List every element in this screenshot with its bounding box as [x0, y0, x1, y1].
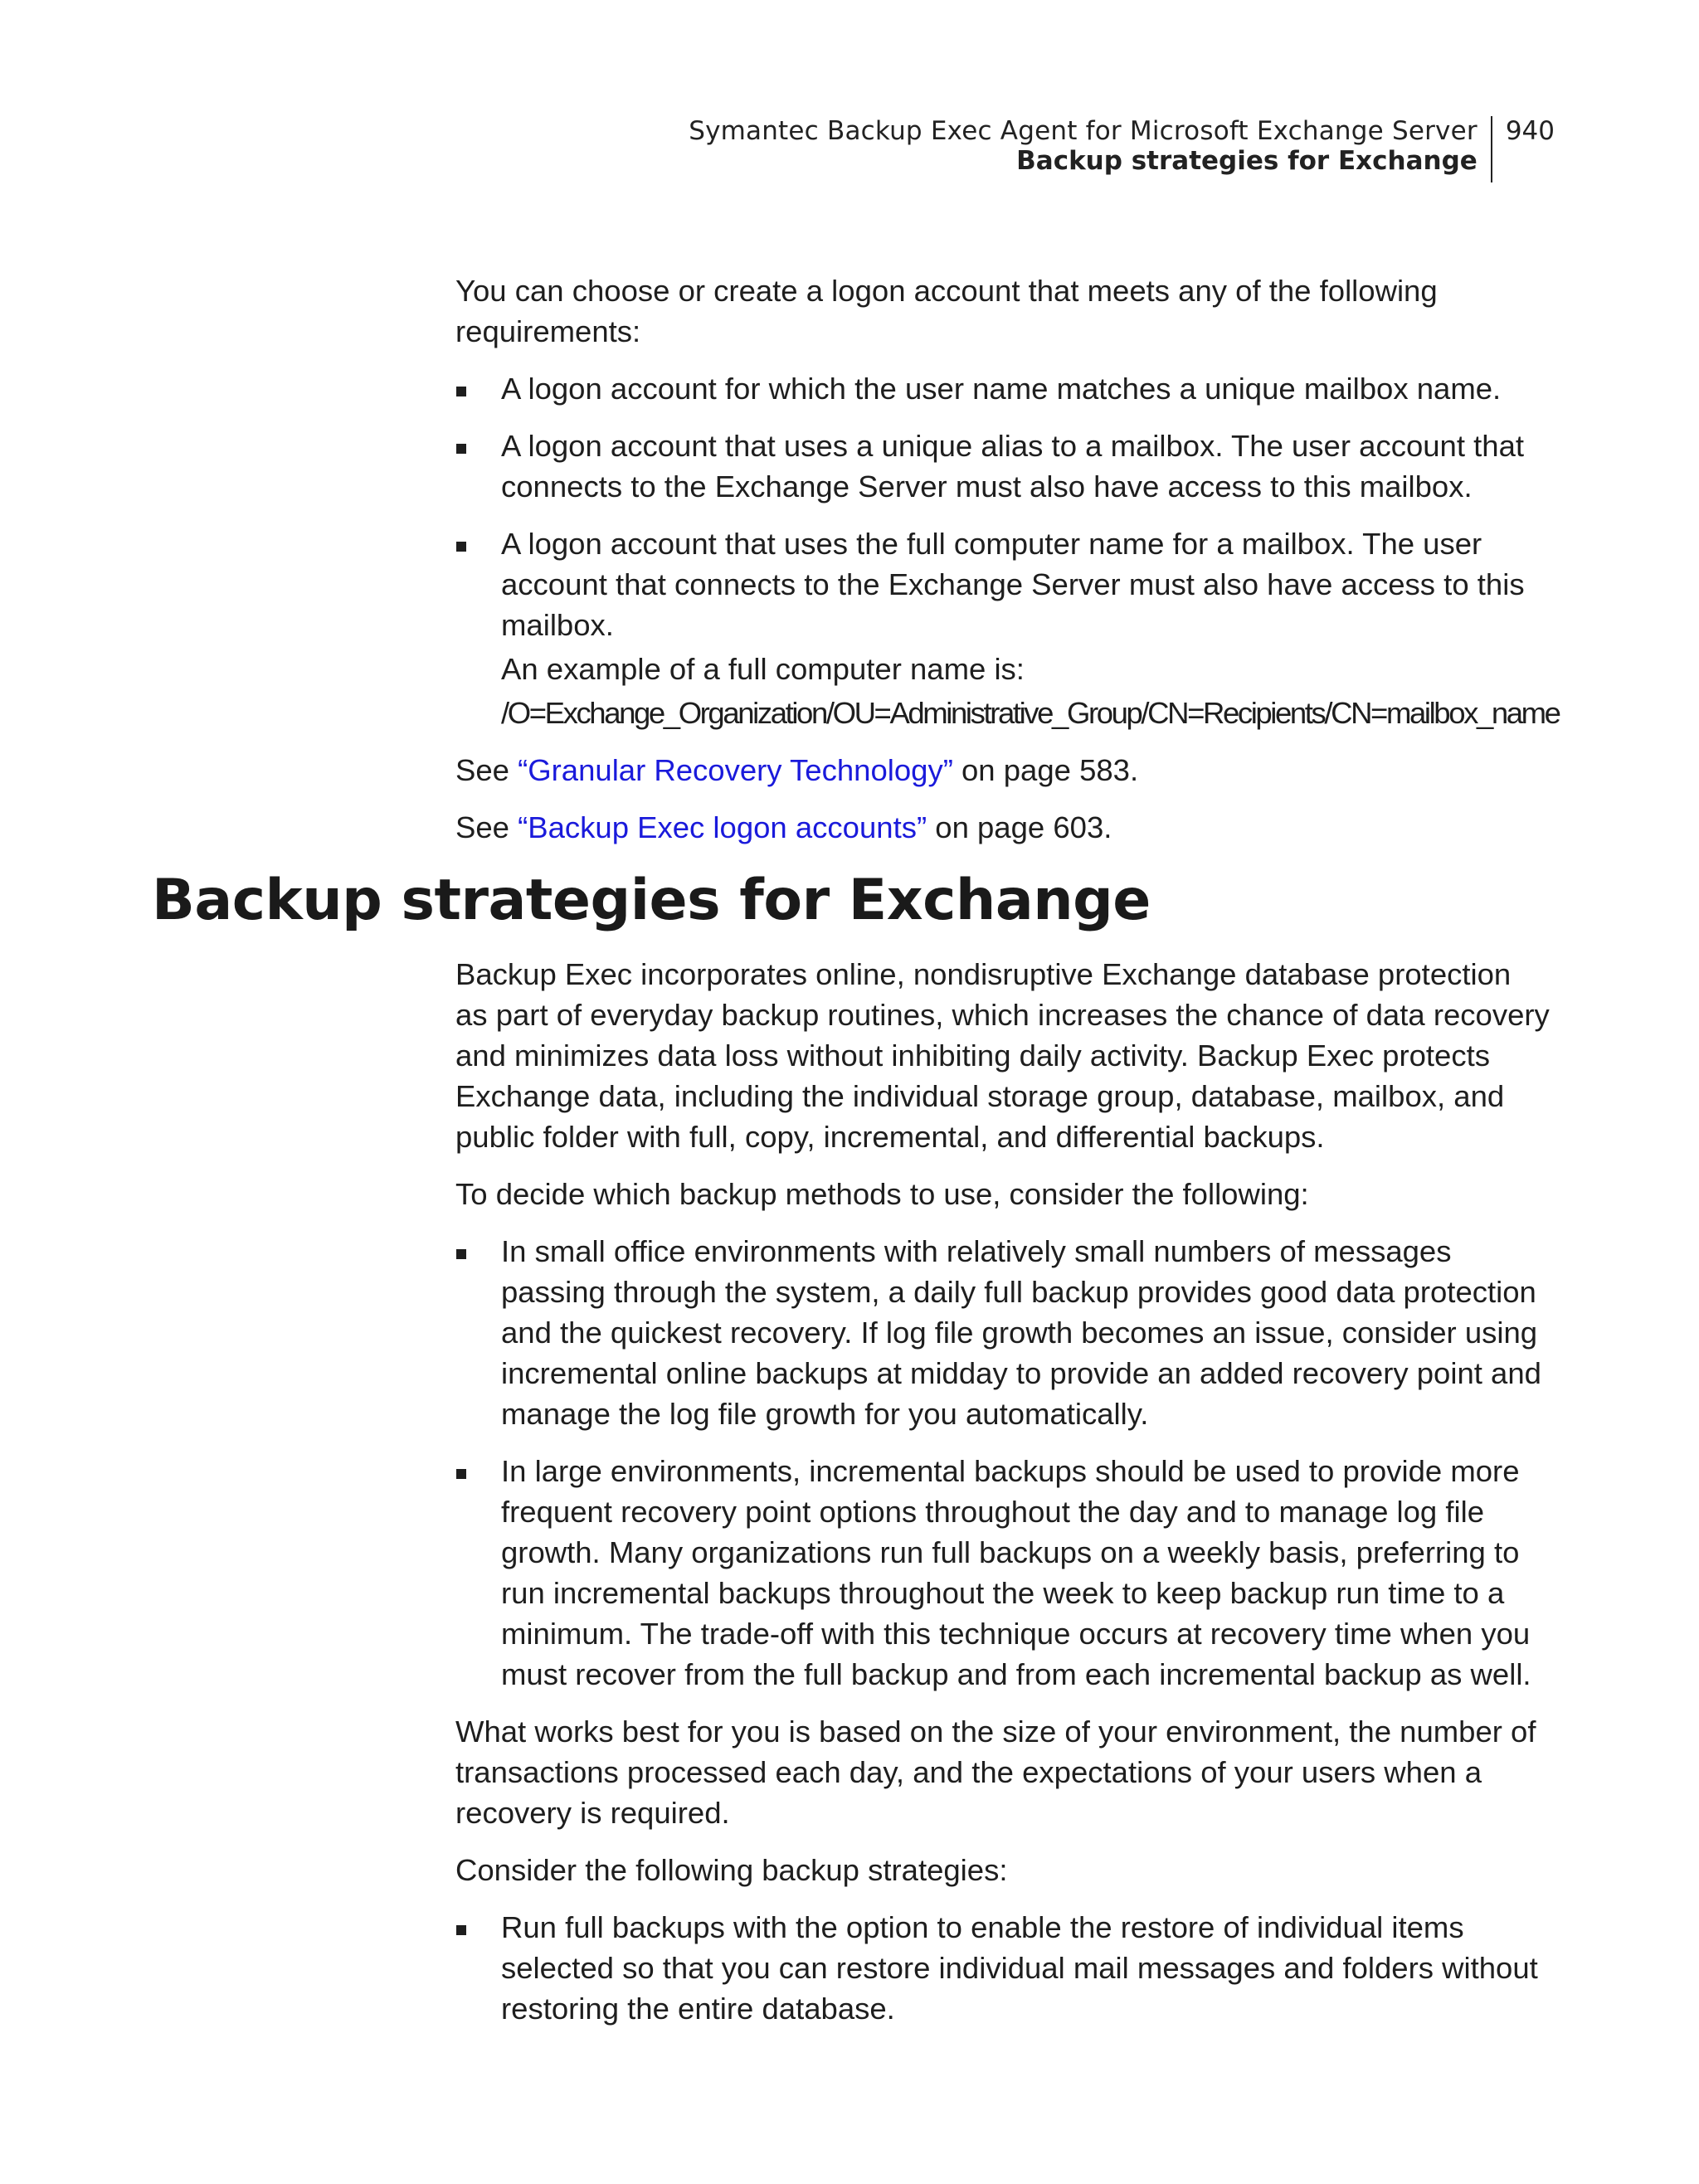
section-paragraph: Backup Exec incorporates online, nondisruptive Exchange database protection as part of everyday backup routines, which increases the chance of data recovery and minimizes data loss without inhibiting daily activity. Backup Exec protects Exchange data, including the individual storage group, database, mailbox, and public folder with full, copy, incremental, and differential backups.: [455, 957, 1550, 1154]
see-reference-prefix: See: [455, 753, 518, 787]
see-reference-prefix: See: [455, 810, 518, 844]
list-item-text: A logon account that uses the full computer name for a mailbox. The user account that connects to the Exchange Server must also have access to this mailbox.: [501, 527, 1525, 642]
list-item: [455, 426, 1551, 507]
header-section-title: Backup strategies for Exchange: [1016, 146, 1477, 176]
list-item: [455, 1907, 1551, 2029]
list-item: [455, 368, 1551, 409]
example-lead: An example of a full computer name is:: [501, 652, 1025, 686]
section-paragraph: Consider the following backup strategies:: [455, 1853, 1008, 1887]
section-paragraph: What works best for you is based on the size of your environment, the number of transactions processed each day, and the expectations of your users when a recovery is required.: [455, 1715, 1536, 1830]
page-header: [689, 116, 1555, 182]
section-heading: Backup strategies for Exchange: [152, 868, 1151, 933]
example-computer-name: /O=Exchange_Organization/OU=Administrative_Group/CN=Recipients/CN=mailbox_name: [501, 696, 1560, 730]
list-item: [455, 523, 1560, 733]
header-chapter-title: Symantec Backup Exec Agent for Microsoft Exchange Server: [689, 116, 1477, 146]
intro-block: [455, 270, 1560, 864]
list-item-text: A logon account that uses a unique alias to a mailbox. The user account that connects to the Exchange Server must also have access to this mailbox.: [501, 429, 1525, 503]
logon-requirements-list: [455, 368, 1560, 733]
backup-strategies-list: [455, 1907, 1551, 2029]
list-item-text: In small office environments with relatively small numbers of messages passing through the system, a daily full backup provides good data protection and the quickest recovery. If log file growth becomes an issue, consider using incremental online backups at midday to provide an added recovery point and manage the log file growth for you automatically.: [501, 1234, 1541, 1431]
list-item: [455, 1451, 1551, 1695]
see-reference-suffix: on page 583.: [952, 753, 1139, 787]
running-header: [689, 116, 1492, 182]
section-paragraph: To decide which backup methods to use, consider the following:: [455, 1177, 1309, 1211]
intro-lead-paragraph: You can choose or create a logon account that meets any of the following requirements:: [455, 274, 1438, 348]
see-reference: [455, 807, 1551, 848]
example-value: [501, 693, 1560, 733]
list-item-text: In large environments, incremental backups should be used to provide more frequent recovery point options throughout the day and to manage log file growth. Many organizations run full backups on a weekly basis, preferring to run incremental backups throughout the week to keep backup run time to a minimum. The trade-off with this technique occurs at recovery time when you must recover from the full backup and from each incremental backup as well.: [501, 1454, 1531, 1691]
section-body: [455, 954, 1551, 2045]
list-item-text: Run full backups with the option to enable the restore of individual items selected so that you can restore individual mail messages and folders without restoring the entire database.: [501, 1910, 1538, 2026]
see-reference: [455, 750, 1551, 790]
backup-methods-list: [455, 1231, 1551, 1695]
see-reference-suffix: on page 603.: [927, 810, 1112, 844]
list-item-text: A logon account for which the user name matches a unique mailbox name.: [501, 372, 1502, 406]
list-item: [455, 1231, 1551, 1434]
logon-accounts-link[interactable]: “Backup Exec logon accounts”: [518, 810, 927, 844]
page-number: 940: [1505, 116, 1555, 146]
granular-recovery-link[interactable]: “Granular Recovery Technology”: [518, 753, 953, 787]
